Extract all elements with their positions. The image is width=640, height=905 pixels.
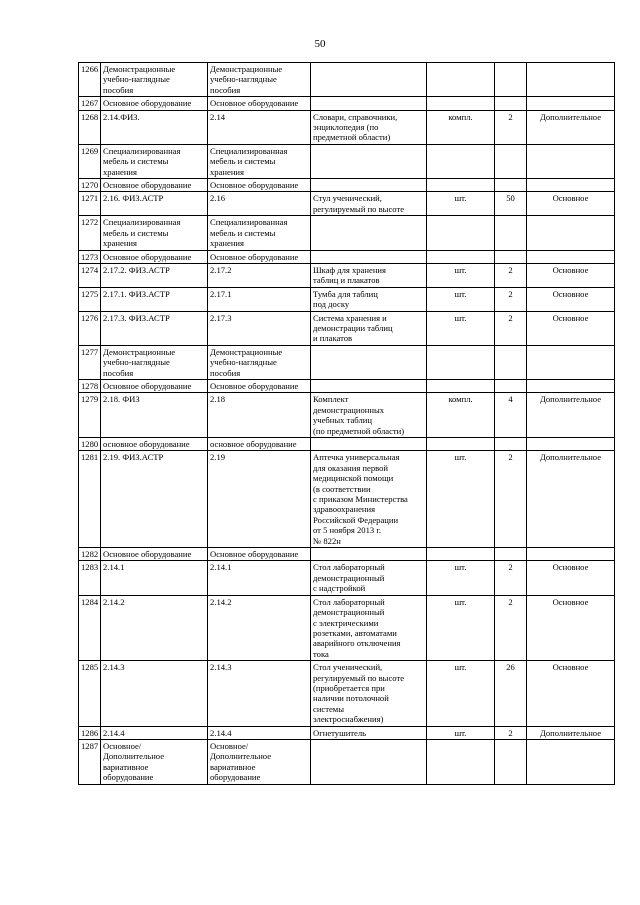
quantity: 2 (508, 111, 513, 122)
unit-cell (427, 250, 495, 263)
row-number-cell (79, 661, 101, 726)
section-code: 2.14 (210, 111, 226, 122)
item-code: основное оборудование (103, 439, 190, 449)
equipment-type-cell (527, 661, 615, 726)
row-number: 1267 (81, 98, 99, 109)
equipment-type-cell (527, 110, 615, 144)
item-name-cell (311, 263, 427, 287)
unit: шт. (454, 562, 467, 573)
row-number: 1281 (81, 452, 99, 463)
section-code: 2.14.4 (210, 727, 232, 738)
row-number: 1282 (81, 549, 99, 560)
table-row (79, 561, 615, 595)
item-name: Система хранения и демонстрации таблиц и плакатов (313, 312, 393, 344)
page-number: 50 (314, 38, 326, 50)
row-number-cell (79, 451, 101, 548)
unit-cell (427, 438, 495, 451)
item-code-cell (101, 179, 208, 192)
quantity-cell (495, 263, 527, 287)
equipment-type-cell (527, 263, 615, 287)
item-name: Стол лабораторный демонстрационный с надстройкой (313, 562, 385, 594)
item-code-cell (101, 379, 208, 392)
section-code-cell (208, 110, 311, 144)
quantity: 2 (508, 727, 513, 738)
item-name: Стул ученический, регулируемый по высоте (313, 193, 405, 214)
item-code: 2.17.1. ФИЗ.АСТР (103, 288, 170, 299)
equipment-type-cell (527, 561, 615, 595)
quantity: 2 (508, 312, 513, 323)
row-number: 1283 (81, 562, 99, 573)
row-number-cell (79, 110, 101, 144)
section-code: Основное оборудование (210, 98, 299, 109)
unit-cell (427, 216, 495, 250)
row-number: 1278 (81, 380, 99, 391)
item-code: Демонстрационные учебно-наглядные пособия (103, 64, 176, 95)
section-code: 2.18 (210, 394, 226, 405)
section-code-cell (208, 438, 311, 451)
quantity: 2 (508, 596, 513, 607)
quantity-cell (495, 438, 527, 451)
unit-cell (427, 263, 495, 287)
row-number: 1268 (81, 111, 99, 122)
row-number: 1286 (81, 727, 99, 738)
item-code: 2.14.ФИЗ. (103, 111, 140, 122)
section-code: Основное оборудование (210, 380, 299, 391)
equipment-type: Основное (552, 662, 589, 673)
table-row (79, 216, 615, 250)
row-number-cell (79, 287, 101, 311)
item-name-cell (311, 438, 427, 451)
quantity-cell (495, 661, 527, 726)
item-name-cell (311, 179, 427, 192)
section-code-cell (208, 250, 311, 263)
table-row (79, 451, 615, 548)
item-code: 2.16. ФИЗ.АСТР (103, 193, 164, 204)
equipment-type: Основное (552, 193, 589, 204)
quantity-cell (495, 311, 527, 345)
section-code-cell (208, 311, 311, 345)
unit: компл. (448, 394, 473, 405)
section-code-cell (208, 179, 311, 192)
unit: шт. (454, 452, 467, 463)
equipment-table (78, 62, 615, 785)
section-code-cell (208, 345, 311, 379)
section-code: Основное оборудование (210, 180, 299, 191)
unit-cell (427, 595, 495, 660)
unit: шт. (454, 727, 467, 738)
row-number: 1269 (81, 145, 99, 156)
row-number-cell (79, 97, 101, 110)
item-code-cell (101, 250, 208, 263)
table-row (79, 661, 615, 726)
equipment-type-cell (527, 97, 615, 110)
item-name-cell (311, 661, 427, 726)
row-number-cell (79, 263, 101, 287)
unit-cell (427, 726, 495, 739)
section-code-cell (208, 561, 311, 595)
quantity: 2 (508, 562, 513, 573)
item-code-cell (101, 110, 208, 144)
table-row (79, 287, 615, 311)
quantity-cell (495, 561, 527, 595)
section-code: Специализированная мебель и системы хранения (210, 217, 288, 249)
row-number-cell (79, 561, 101, 595)
section-code-cell (208, 548, 311, 561)
equipment-type-cell (527, 144, 615, 178)
section-code: 2.14.2 (210, 596, 232, 607)
equipment-type-cell (527, 393, 615, 438)
quantity: 2 (508, 288, 513, 299)
item-name-cell (311, 548, 427, 561)
item-name-cell (311, 595, 427, 660)
section-code: 2.14.3 (210, 662, 232, 673)
equipment-type-cell (527, 438, 615, 451)
equipment-type-cell (527, 548, 615, 561)
item-name-cell (311, 311, 427, 345)
row-number-cell (79, 216, 101, 250)
quantity-cell (495, 63, 527, 97)
unit-cell (427, 97, 495, 110)
equipment-type: Дополнительное (539, 727, 602, 738)
unit: шт. (454, 662, 467, 673)
quantity-cell (495, 179, 527, 192)
unit: шт. (454, 596, 467, 607)
item-code-cell (101, 438, 208, 451)
row-number: 1274 (81, 264, 99, 275)
section-code: 2.17.1 (210, 288, 232, 299)
row-number: 1273 (81, 251, 99, 262)
item-name: Словари, справочники, энциклопедия (по предметной области) (313, 111, 398, 143)
unit-cell (427, 110, 495, 144)
row-number: 1285 (81, 662, 99, 673)
item-code: 2.17.2. ФИЗ.АСТР (103, 264, 170, 275)
quantity-cell (495, 548, 527, 561)
item-code: 2.14.2 (103, 596, 125, 607)
item-code: 2.14.3 (103, 662, 125, 673)
equipment-type-cell (527, 311, 615, 345)
item-code-cell (101, 393, 208, 438)
table-row (79, 110, 615, 144)
row-number: 1266 (81, 64, 99, 74)
equipment-type-cell (527, 379, 615, 392)
section-code-cell (208, 726, 311, 739)
equipment-type-cell (527, 192, 615, 216)
table-row (79, 438, 615, 451)
equipment-type: Основное (552, 312, 589, 323)
equipment-type: Основное (552, 562, 589, 573)
row-number-cell (79, 726, 101, 739)
section-code: основное оборудование (210, 439, 297, 449)
section-code: Специализированная мебель и системы хранения (210, 145, 288, 177)
quantity-cell (495, 393, 527, 438)
quantity-cell (495, 451, 527, 548)
section-code-cell (208, 263, 311, 287)
unit: компл. (448, 111, 473, 122)
section-code-cell (208, 216, 311, 250)
row-number: 1277 (81, 346, 99, 357)
quantity-cell (495, 287, 527, 311)
quantity-cell (495, 97, 527, 110)
section-code-cell (208, 63, 311, 97)
item-name-cell (311, 63, 427, 97)
section-code: 2.14.1 (210, 562, 232, 573)
row-number-cell (79, 250, 101, 263)
section-code-cell (208, 393, 311, 438)
row-number-cell (79, 393, 101, 438)
item-name: Огнетушитель (313, 727, 367, 738)
quantity-cell (495, 192, 527, 216)
quantity: 26 (506, 662, 515, 673)
section-code-cell (208, 451, 311, 548)
table-row (79, 345, 615, 379)
item-code-cell (101, 595, 208, 660)
equipment-type: Основное (552, 596, 589, 607)
row-number: 1287 (81, 740, 99, 751)
unit-cell (427, 63, 495, 97)
unit-cell (427, 561, 495, 595)
row-number: 1279 (81, 394, 99, 405)
equipment-type: Основное (552, 288, 589, 299)
table-row (79, 250, 615, 263)
item-code: Основное оборудование (103, 180, 192, 191)
item-name-cell (311, 110, 427, 144)
item-name-cell (311, 345, 427, 379)
section-code-cell (208, 287, 311, 311)
section-code-cell (208, 595, 311, 660)
unit: шт. (454, 193, 467, 204)
quantity-cell (495, 216, 527, 250)
item-name: Комплект демонстрационных учебных таблиц (по предметной области) (313, 394, 405, 436)
equipment-table-body (79, 63, 615, 785)
equipment-type-cell (527, 739, 615, 784)
row-number-cell (79, 63, 101, 97)
table-row (79, 311, 615, 345)
item-name-cell (311, 144, 427, 178)
row-number-cell (79, 179, 101, 192)
row-number: 1276 (81, 312, 99, 323)
section-code: 2.19 (210, 452, 226, 463)
unit-cell (427, 393, 495, 438)
section-code: 2.16 (210, 193, 226, 204)
section-code: Основное оборудование (210, 549, 299, 560)
item-name: Аптечка универсальная для оказания первой медицинской помощи (в соответствии с приказом Министерства здравоохранения Российской Федерации от 5 ноября 2013 г. № 822н (313, 452, 408, 546)
item-code-cell (101, 311, 208, 345)
item-code-cell (101, 726, 208, 739)
item-code: Основное оборудование (103, 98, 192, 109)
table-row (79, 726, 615, 739)
table-row (79, 63, 615, 97)
item-name-cell (311, 393, 427, 438)
item-name: Стол ученический, регулируемый по высоте (приобретается при наличии потолочной системы электроснабжения) (313, 662, 405, 725)
section-code-cell (208, 661, 311, 726)
item-name: Тумба для таблиц под доску (313, 288, 378, 310)
unit-cell (427, 345, 495, 379)
row-number-cell (79, 739, 101, 784)
row-number: 1271 (81, 193, 99, 204)
section-code: Основное/ Дополнительное вариативное оборудование (210, 740, 272, 783)
quantity-cell (495, 595, 527, 660)
quantity: 50 (506, 193, 515, 204)
row-number: 1275 (81, 288, 99, 299)
row-number: 1270 (81, 180, 99, 191)
item-code: Демонстрационные учебно-наглядные пособия (103, 346, 176, 378)
table-row (79, 192, 615, 216)
item-name-cell (311, 379, 427, 392)
item-name-cell (311, 97, 427, 110)
equipment-type-cell (527, 250, 615, 263)
row-number-cell (79, 144, 101, 178)
row-number-cell (79, 438, 101, 451)
section-code: Демонстрационные учебно-наглядные пособия (210, 64, 283, 95)
section-code-cell (208, 192, 311, 216)
item-code: Основное/ Дополнительное вариативное оборудование (103, 740, 165, 783)
unit-cell (427, 739, 495, 784)
equipment-type-cell (527, 63, 615, 97)
quantity: 2 (508, 264, 513, 275)
unit: шт. (454, 288, 467, 299)
item-code: 2.18. ФИЗ (103, 394, 140, 405)
section-code: Основное оборудование (210, 251, 299, 262)
quantity-cell (495, 379, 527, 392)
item-code-cell (101, 144, 208, 178)
row-number-cell (79, 192, 101, 216)
item-code: 2.17.3. ФИЗ.АСТР (103, 312, 170, 323)
quantity-cell (495, 144, 527, 178)
item-code-cell (101, 739, 208, 784)
quantity-cell (495, 250, 527, 263)
item-code-cell (101, 548, 208, 561)
section-code: Демонстрационные учебно-наглядные пособия (210, 346, 283, 378)
table-row (79, 548, 615, 561)
row-number-cell (79, 345, 101, 379)
unit-cell (427, 311, 495, 345)
equipment-type: Основное (552, 264, 589, 275)
item-code-cell (101, 451, 208, 548)
equipment-type-cell (527, 179, 615, 192)
row-number-cell (79, 311, 101, 345)
item-name-cell (311, 451, 427, 548)
equipment-type: Дополнительное (539, 111, 602, 122)
item-code-cell (101, 97, 208, 110)
table-row (79, 739, 615, 784)
table-row (79, 263, 615, 287)
unit-cell (427, 548, 495, 561)
equipment-type-cell (527, 726, 615, 739)
item-code: Основное оборудование (103, 380, 192, 391)
item-code-cell (101, 661, 208, 726)
item-code: 2.14.1 (103, 562, 125, 573)
unit-cell (427, 179, 495, 192)
row-number: 1272 (81, 217, 99, 228)
item-code-cell (101, 192, 208, 216)
row-number-cell (79, 548, 101, 561)
quantity-cell (495, 726, 527, 739)
equipment-type-cell (527, 451, 615, 548)
equipment-type-cell (527, 595, 615, 660)
table-row (79, 144, 615, 178)
unit: шт. (454, 264, 467, 275)
table-row (79, 97, 615, 110)
item-name-cell (311, 561, 427, 595)
item-name-cell (311, 726, 427, 739)
item-code-cell (101, 561, 208, 595)
table-row (79, 595, 615, 660)
section-code: 2.17.3 (210, 312, 232, 323)
item-code-cell (101, 216, 208, 250)
quantity-cell (495, 345, 527, 379)
table-row (79, 379, 615, 392)
item-code: Основное оборудование (103, 549, 192, 560)
unit-cell (427, 192, 495, 216)
unit-cell (427, 661, 495, 726)
equipment-type-cell (527, 216, 615, 250)
section-code-cell (208, 144, 311, 178)
item-name-cell (311, 192, 427, 216)
row-number-cell (79, 379, 101, 392)
item-code-cell (101, 287, 208, 311)
equipment-type: Дополнительное (539, 394, 602, 405)
quantity: 2 (508, 452, 513, 463)
unit-cell (427, 144, 495, 178)
row-number-cell (79, 595, 101, 660)
quantity: 4 (508, 394, 513, 405)
item-name: Стол лабораторный демонстрационный с электрическими розетками, автоматами аварийного отключения тока (313, 596, 401, 659)
item-name-cell (311, 250, 427, 263)
unit-cell (427, 451, 495, 548)
item-name-cell (311, 287, 427, 311)
unit-cell (427, 379, 495, 392)
quantity-cell (495, 739, 527, 784)
equipment-type-cell (527, 287, 615, 311)
item-code: Специализированная мебель и системы хранения (103, 217, 181, 249)
equipment-type: Дополнительное (539, 452, 602, 463)
section-code: 2.17.2 (210, 264, 232, 275)
unit-cell (427, 287, 495, 311)
section-code-cell (208, 379, 311, 392)
item-code-cell (101, 63, 208, 97)
row-number: 1284 (81, 596, 99, 607)
table-row (79, 393, 615, 438)
item-code: 2.19. ФИЗ.АСТР (103, 452, 164, 463)
section-code-cell (208, 97, 311, 110)
unit: шт. (454, 312, 467, 323)
row-number: 1280 (81, 439, 99, 449)
equipment-type-cell (527, 345, 615, 379)
section-code-cell (208, 739, 311, 784)
item-name-cell (311, 216, 427, 250)
quantity-cell (495, 110, 527, 144)
item-name: Шкаф для хранения таблиц и плакатов (313, 264, 386, 286)
item-code-cell (101, 263, 208, 287)
item-name-cell (311, 739, 427, 784)
table-row (79, 179, 615, 192)
item-code: 2.14.4 (103, 727, 125, 738)
item-code: Основное оборудование (103, 251, 192, 262)
item-code: Специализированная мебель и системы хранения (103, 145, 181, 177)
item-code-cell (101, 345, 208, 379)
